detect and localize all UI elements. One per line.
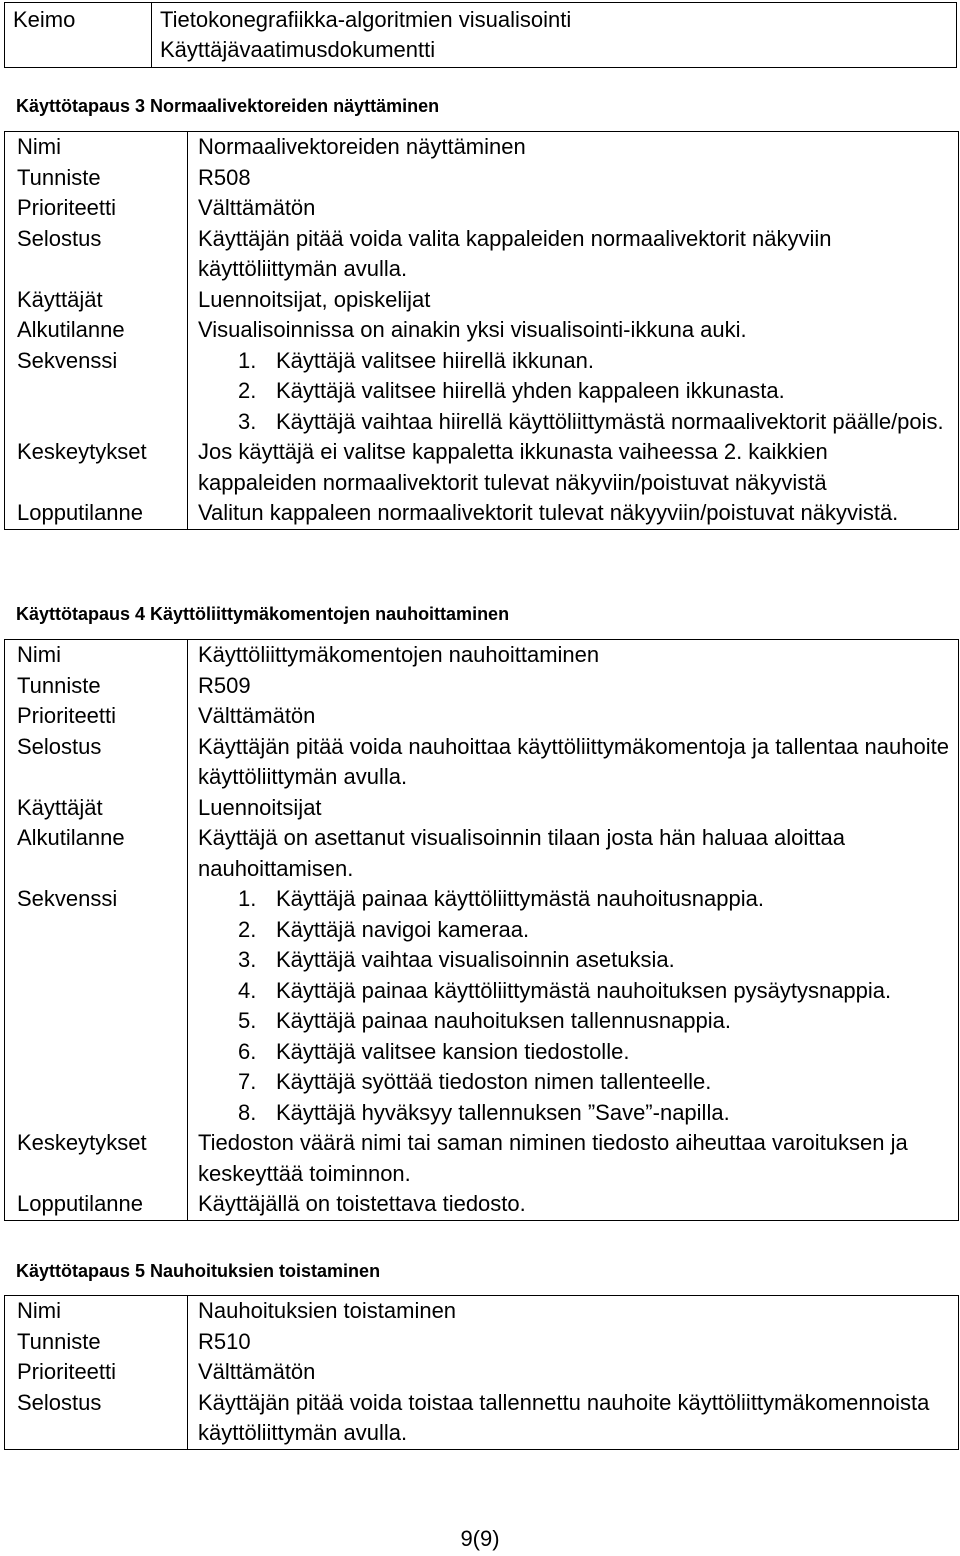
field-value: Jos käyttäjä ei valitse kappaletta ikkunasta vaiheessa 2. kaikkien kappaleiden normaalivektorit tulevat näkyviin/poistuvat näkyvistä — [188, 437, 959, 498]
row-keskeytykset — [5, 437, 959, 498]
step-number: 5. — [238, 1008, 257, 1033]
page-number: 9(9) — [460, 1526, 500, 1551]
use-case-3-table — [4, 131, 959, 530]
step-text: Käyttäjä syöttää tiedoston nimen tallenteelle. — [276, 1069, 712, 1094]
field-value: Välttämätön — [188, 193, 959, 224]
row-nimi — [5, 132, 959, 163]
document-title-cell — [152, 3, 957, 68]
row-kayttajat — [5, 793, 959, 824]
row-prioriteetti — [5, 193, 959, 224]
sequence-cell — [188, 884, 959, 1128]
row-tunniste — [5, 163, 959, 194]
field-label: Sekvenssi — [17, 347, 118, 373]
field-label: Tunniste — [17, 672, 101, 698]
use-case-5-title: Käyttötapaus 5 Nauhoituksien toistaminen — [16, 1261, 381, 1281]
row-tunniste — [5, 1327, 959, 1358]
field-label: Käyttäjät — [17, 794, 103, 820]
step-number: 1. — [238, 347, 257, 373]
row-nimi — [5, 1296, 959, 1327]
step-number: 2. — [238, 916, 257, 942]
step-text: Käyttäjä hyväksyy tallennuksen ”Save”-napilla. — [276, 1099, 730, 1125]
field-label: Käyttäjät — [17, 286, 103, 312]
field-label: Selostus — [17, 1389, 102, 1415]
field-label: Nimi — [17, 642, 61, 667]
field-label: Selostus — [17, 225, 102, 251]
field-label: Tunniste — [17, 164, 101, 190]
sequence-cell — [188, 346, 959, 438]
step-number: 3. — [238, 408, 257, 434]
field-value: Luennoitsijat, opiskelijat — [188, 285, 959, 316]
field-label: Lopputilanne — [17, 1191, 144, 1216]
row-selostus — [5, 1388, 959, 1450]
step-number: 6. — [238, 1038, 257, 1064]
field-label: Tunniste — [17, 1328, 101, 1354]
sequence-steps — [198, 346, 950, 438]
field-label: Alkutilanne — [17, 825, 125, 850]
sequence-step — [198, 976, 950, 1007]
row-selostus — [5, 732, 959, 793]
step-text: Käyttäjä painaa nauhoituksen tallennusnappia. — [276, 1008, 732, 1033]
field-label: Prioriteetti — [17, 195, 117, 220]
step-number: 8. — [238, 1099, 257, 1125]
use-case-4-table — [4, 639, 959, 1221]
field-value: Luennoitsijat — [188, 793, 959, 824]
row-lopputilanne — [5, 1189, 959, 1220]
field-label: Nimi — [17, 134, 61, 159]
sequence-step — [198, 407, 950, 438]
field-label: Prioriteetti — [17, 1359, 117, 1384]
field-label: Keskeytykset — [17, 439, 147, 464]
step-text: Käyttäjä valitsee hiirellä yhden kappaleen ikkunasta. — [276, 378, 785, 403]
field-label: Keskeytykset — [17, 1130, 147, 1155]
field-value: Käyttäjän pitää voida toistaa tallennettu nauhoite käyttöliittymäkomennoista käyttöliittymän avulla. — [188, 1388, 959, 1450]
field-value: R510 — [188, 1327, 959, 1358]
step-number: 2. — [238, 378, 257, 403]
field-value: Normaalivektoreiden näyttäminen — [188, 132, 959, 163]
field-value: Välttämätön — [188, 1357, 959, 1388]
project-name: Keimo — [5, 3, 152, 68]
field-value: Käyttäjällä on toistettava tiedosto. — [188, 1189, 959, 1220]
sequence-step — [198, 1006, 950, 1037]
field-value: Välttämätön — [188, 701, 959, 732]
row-nimi — [5, 640, 959, 671]
step-text: Käyttäjä painaa käyttöliittymästä nauhoituksen pysäytysnappia. — [276, 977, 892, 1003]
field-label: Sekvenssi — [17, 886, 118, 911]
field-value: Käyttäjä on asettanut visualisoinnin tilaan josta hän haluaa aloittaa nauhoittamisen. — [188, 823, 959, 884]
sequence-steps — [198, 884, 950, 1128]
row-kayttajat — [5, 285, 959, 316]
field-value: Tiedoston väärä nimi tai saman niminen tiedosto aiheuttaa varoituksen ja keskeyttää toiminnon. — [188, 1128, 959, 1189]
sequence-step — [198, 884, 950, 915]
step-text: Käyttäjä valitsee hiirellä ikkunan. — [276, 347, 594, 373]
step-number: 4. — [238, 977, 257, 1003]
row-lopputilanne — [5, 498, 959, 529]
field-value: Käyttöliittymäkomentojen nauhoittaminen — [188, 640, 959, 671]
field-value: Käyttäjän pitää voida valita kappaleiden normaalivektorit näkyviin käyttöliittymän avulla. — [188, 224, 959, 285]
sequence-step — [198, 1037, 950, 1068]
step-text: Käyttäjä navigoi kameraa. — [276, 916, 530, 942]
field-value: R509 — [188, 671, 959, 702]
document-header — [4, 2, 957, 68]
field-label: Alkutilanne — [17, 317, 125, 342]
row-tunniste — [5, 671, 959, 702]
step-text: Käyttäjä vaihtaa hiirellä käyttöliittymästä normaalivektorit päälle/pois. — [276, 408, 944, 434]
field-value: Käyttäjän pitää voida nauhoittaa käyttöliittymäkomentoja ja tallentaa nauhoite käyttöliittymän avulla. — [188, 732, 959, 793]
sequence-step — [198, 346, 950, 377]
document-title: Tietokonegrafiikka-algoritmien visualisointi — [160, 7, 572, 32]
field-label: Selostus — [17, 733, 102, 759]
row-selostus — [5, 224, 959, 285]
row-alkutilanne — [5, 315, 959, 346]
use-case-3-title: Käyttötapaus 3 Normaalivektoreiden näyttäminen — [16, 96, 440, 116]
row-prioriteetti — [5, 1357, 959, 1388]
field-value: Nauhoituksien toistaminen — [188, 1296, 959, 1327]
sequence-step — [198, 376, 950, 407]
row-sekvenssi — [5, 884, 959, 1128]
step-text: Käyttäjä vaihtaa visualisoinnin asetuksia. — [276, 947, 675, 972]
sequence-step — [198, 915, 950, 946]
row-prioriteetti — [5, 701, 959, 732]
field-label: Nimi — [17, 1298, 61, 1323]
row-alkutilanne — [5, 823, 959, 884]
field-label: Lopputilanne — [17, 500, 144, 525]
step-text: Käyttäjä valitsee kansion tiedostolle. — [276, 1038, 630, 1064]
sequence-step — [198, 1098, 950, 1129]
step-number: 7. — [238, 1069, 257, 1094]
field-value: Visualisoinnissa on ainakin yksi visualisointi-ikkuna auki. — [188, 315, 959, 346]
field-value: R508 — [188, 163, 959, 194]
step-number: 1. — [238, 886, 257, 911]
field-label: Prioriteetti — [17, 703, 117, 728]
row-sekvenssi — [5, 346, 959, 438]
step-number: 3. — [238, 947, 257, 972]
document-subtitle: Käyttäjävaatimusdokumentti — [160, 37, 436, 62]
sequence-step — [198, 1067, 950, 1098]
step-text: Käyttäjä painaa käyttöliittymästä nauhoitusnappia. — [276, 886, 764, 911]
use-case-5-table — [4, 1295, 959, 1450]
sequence-step — [198, 945, 950, 976]
row-keskeytykset — [5, 1128, 959, 1189]
field-value: Valitun kappaleen normaalivektorit tulevat näkyyviin/poistuvat näkyvistä. — [188, 498, 959, 529]
use-case-4-title: Käyttötapaus 4 Käyttöliittymäkomentojen nauhoittaminen — [16, 604, 510, 624]
